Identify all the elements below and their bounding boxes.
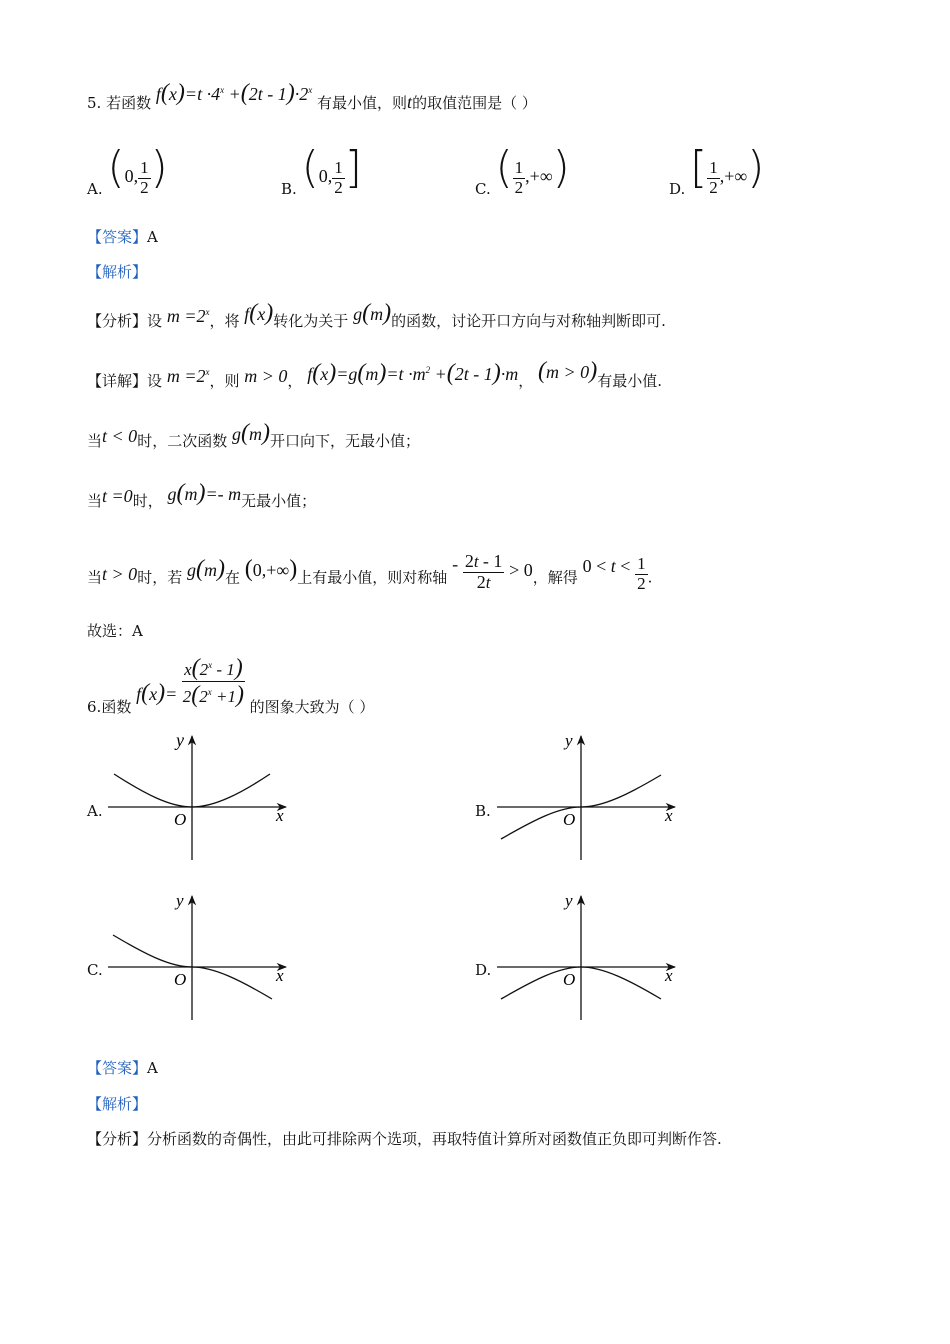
q6-option-b-graph[interactable] (489, 728, 689, 864)
close-paren: ) (747, 142, 765, 193)
close-paren: ) (150, 142, 168, 193)
q6-function-fraction: $\frac{x(2^x - 1)}{2(2^x +1)}$ (182, 655, 245, 709)
q6-analysis: 【分析】分析函数的奇偶性，由此可排除两个选项，再取特值计算所对函数值正负即可判断作答. (87, 1130, 722, 1148)
q5-prefix: 若函数 (106, 94, 152, 112)
close-paren: ) (552, 142, 570, 193)
q5-choose: 故选：A (87, 622, 143, 640)
q5-function: $f(x)=t \cdot 4^x +(2t - 1)\cdot 2^x$ (155, 80, 313, 106)
y-label: y (565, 891, 573, 910)
interval-upper: +∞ (724, 166, 748, 186)
q6-option-a-graph[interactable] (100, 728, 300, 864)
q5-detail: 【详解】设 $m =2^x$，则 m > 0， $f(x)=g(m)=t \cdot m^2 +(2t - 1)\cdot m$， (m > 0)有最小值. (87, 358, 662, 390)
q5-case-zero: 当t =0时， g(m)=- m无最小值； (87, 480, 317, 510)
q6-option-d-graph[interactable] (489, 888, 689, 1024)
q5-suffix-a: 有最小值，则 (317, 94, 408, 112)
y-label: y (565, 731, 573, 750)
x-label: x (665, 966, 673, 985)
origin-label: O (174, 810, 187, 829)
q5-option-a[interactable]: A. (0, $\frac{1}{2}$ ) (87, 142, 168, 198)
q5-case-negative: 当t < 0时，二次函数 g(m)开口向下，无最小值； (87, 420, 420, 450)
q5-analysis: 【分析】设 $m =2^x$，将 f(x)转化为关于 g(m)的函数，讨论开口方向与对称轴判断即可. (87, 300, 666, 330)
q6-number: 6. (87, 697, 102, 716)
q6-prefix: 函数 (101, 697, 132, 716)
q5-number: 5. (87, 94, 102, 112)
q6-answer (87, 1057, 158, 1078)
x-label: x (276, 806, 284, 825)
q6-option-c-graph[interactable] (100, 888, 300, 1024)
option-letter: C. (475, 180, 491, 198)
x-label: x (276, 966, 284, 985)
origin-label: O (563, 810, 576, 829)
y-label: y (176, 891, 184, 910)
open-bracket: [ (690, 142, 708, 193)
interval-lower: 0 (124, 166, 134, 186)
q5-option-d[interactable]: D. [ $\frac{1}{2}$ ,+∞) (669, 142, 765, 198)
open-paren: ( (107, 142, 125, 193)
origin-label: O (174, 970, 187, 989)
q5-var-t: t (407, 92, 413, 112)
q5-answer (87, 226, 158, 247)
q5-jiexi-tag: 【解析】 (87, 263, 148, 281)
origin-label: O (563, 970, 576, 989)
answer-value: A (147, 1059, 158, 1077)
q5-option-b[interactable]: B. (0, $\frac{1}{2}$ ] (281, 142, 362, 198)
q6-option-b-letter: B. (475, 802, 491, 820)
q6-option-a-letter: A. (87, 802, 103, 820)
option-letter: A. (87, 180, 103, 198)
y-label: y (176, 730, 184, 750)
open-paren: ( (495, 142, 513, 193)
answer-value: A (147, 228, 158, 246)
q5-stem (87, 80, 537, 115)
close-bracket: ] (344, 142, 362, 193)
q5-suffix-b: 的取值范围是（ ） (412, 94, 537, 112)
q5-option-c[interactable]: C. ( $\frac{1}{2}$ ,+∞) (475, 142, 570, 198)
q6-option-d-letter: D. (475, 961, 492, 979)
q6-option-c-letter: C. (87, 961, 103, 979)
fraction: $\frac{1}{2}$ (334, 157, 343, 197)
interval-lower: 0 (318, 166, 328, 186)
q6-jiexi-tag: 【解析】 (87, 1095, 148, 1113)
q6-stem: 6.函数 f(x)= $\frac{x(2^x - 1)}{2(2^x +1)}$ 的图象大致为（ ） (87, 655, 375, 716)
option-letter: D. (669, 180, 686, 198)
answer-tag: 【答案】 (87, 228, 148, 246)
q5-case-positive: 当t > 0时，若 g(m)在 (0,+∞)上有最小值，则对称轴 - $\frac{2t - 1}{2t}$ > 0，解得 0 < t < $\frac{1}{2}$ . (87, 551, 653, 593)
fraction: $\frac{1}{2}$ (514, 157, 524, 197)
fraction: $\frac{1}{2}$ (709, 157, 718, 197)
fraction: $\frac{1}{2}$ (140, 157, 149, 197)
answer-tag: 【答案】 (87, 1059, 148, 1077)
interval-upper: +∞ (529, 166, 553, 186)
open-paren: ( (301, 142, 319, 193)
option-letter: B. (281, 180, 297, 198)
q6-suffix: 的图象大致为（ ） (249, 697, 375, 716)
x-label: x (665, 806, 673, 825)
